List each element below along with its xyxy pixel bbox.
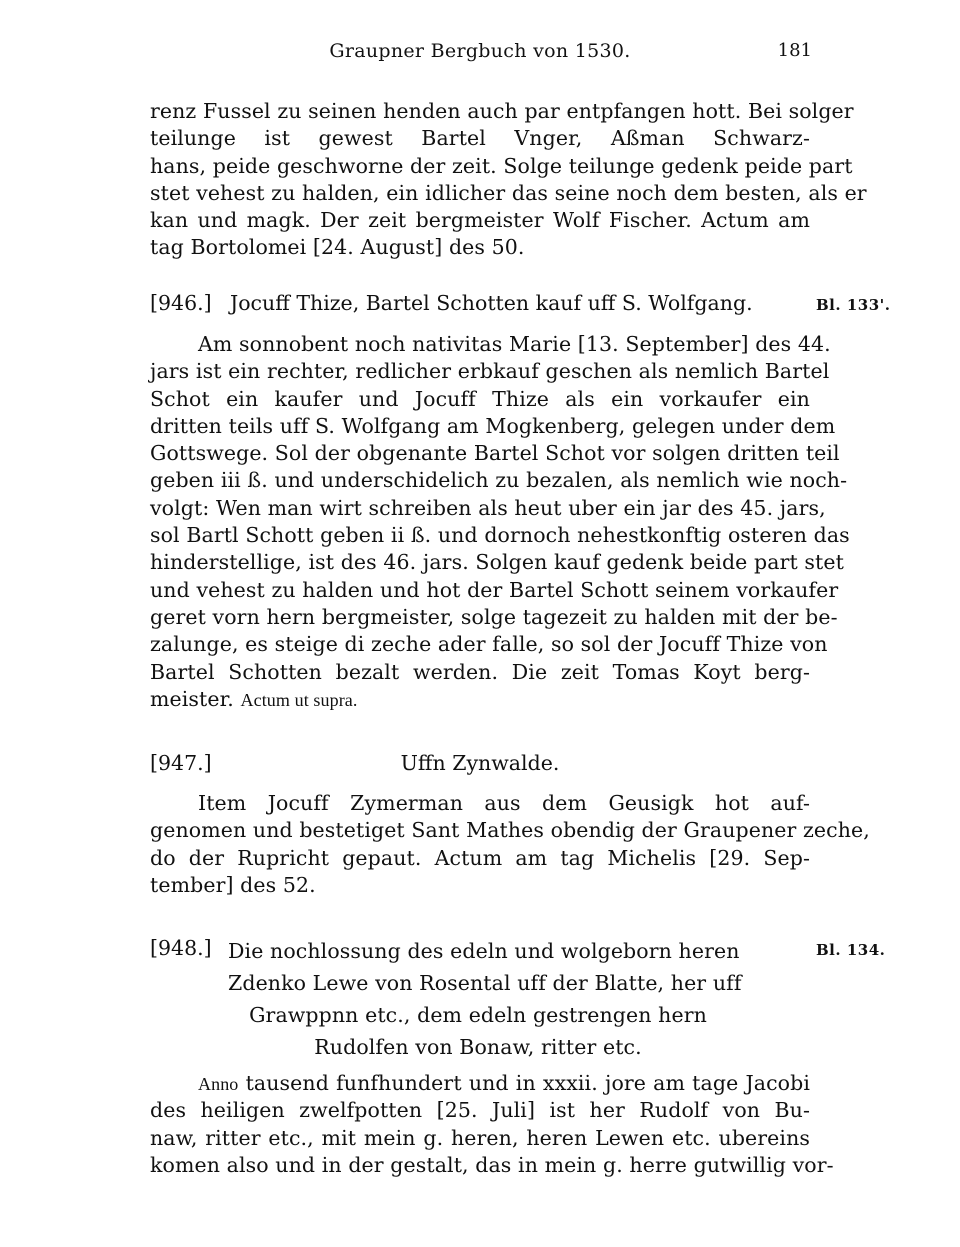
entry-number-946: [946.]: [150, 291, 212, 315]
latin-first-word: Anno: [198, 1074, 239, 1094]
text-line: jars ist ein rechter, redlicher erbkauf geschen als nemlich Bartel: [150, 359, 830, 384]
text-line: do der Rupricht gepaut. Actum am tag Michelis [29. Sep-: [150, 845, 810, 870]
heading-line: Rudolfen von Bonaw, ritter etc.: [314, 1035, 642, 1059]
entry-number-948: [948.]: [150, 936, 212, 960]
entry-heading-946: Jocuff Thize, Bartel Schotten kauf uff S. Wolfgang.: [230, 291, 753, 315]
text-line: und vehest zu halden und hot der Bartel Schott seinem vorkaufer: [150, 577, 839, 602]
heading-line: Die nochlossung des edeln und wolgeborn heren: [228, 939, 740, 963]
text-line: Am sonnobent noch nativitas Marie [13. September] des 44.: [198, 332, 831, 356]
text-line: Schot ein kaufer und Jocuff Thize als ein vorkaufer ein: [150, 386, 810, 411]
text-line: dritten teils uff S. Wolfgang am Mogkenberg, gelegen under dem: [150, 413, 836, 438]
text-line: [150, 686, 810, 713]
text-line: stet vehest zu halden, ein idlicher das seine noch dem besten, als er: [150, 180, 867, 205]
continuation-paragraph: [150, 98, 867, 262]
text-line: volgt: Wen man wirt schreiben als heut uber ein jar des 45. jars,: [150, 495, 826, 520]
text-line: kan und magk. Der zeit bergmeister Wolf Fischer. Actum am: [150, 208, 810, 233]
text-line: tember] des 52.: [150, 872, 316, 897]
text-line: geret vorn hern bergmeister, solge tagezeit zu halden mit der be-: [150, 604, 838, 629]
entry-947-body: [150, 790, 870, 899]
text-line: komen also und in der gestalt, das in mein g. herre gutwillig vor-: [150, 1152, 834, 1177]
text-fragment: meister.: [150, 686, 234, 711]
folio-margin-note: Bl. 134.: [816, 941, 886, 959]
running-title: Graupner Bergbuch von 1530.: [329, 40, 631, 62]
entry-946-body: [150, 331, 850, 713]
entry-number-947: [947.]: [150, 751, 212, 775]
text-line: zalunge, es steige di zeche ader falle, so sol der Jocuff Thize von: [150, 632, 828, 657]
folio-margin-note: Bl. 133'.: [816, 296, 891, 314]
latin-closing: Actum ut supra.: [240, 689, 358, 710]
entry-heading-948: [228, 935, 742, 1063]
heading-line: Grawppnn etc., dem edeln gestrengen hern: [249, 1003, 707, 1027]
text-line: renz Fussel zu seinen henden auch par entpfangen hott. Bei solger: [150, 99, 854, 123]
text-line: Gottswege. Sol der obgenante Bartel Schot vor solgen dritten teil: [150, 441, 840, 466]
entry-heading-947: Uffn Zynwalde.: [400, 751, 560, 775]
page-header: [150, 40, 810, 70]
text-line: [150, 1070, 810, 1097]
text-line: hans, peide geschworne der zeit. Solge teilunge gedenk peide part: [150, 153, 853, 178]
heading-line: Zdenko Lewe von Rosental uff der Blatte, her uff: [228, 971, 742, 995]
text-line: sol Bartl Schott geben ii ß. und dornoch nehestkonftig osteren das: [150, 523, 850, 548]
text-line: teilunge ist gewest Bartel Vnger, Aßman Schwarz-: [150, 126, 810, 151]
text-line: tag Bortolomei [24. August] des 50.: [150, 235, 525, 260]
text-fragment: tausend funfhundert und in xxxii. jore am tage Jacobi: [245, 1071, 810, 1095]
entry-948-body: [150, 1070, 834, 1179]
text-line: genomen und bestetiget Sant Mathes obendig der Graupener zeche,: [150, 818, 870, 843]
page-number: 181: [777, 40, 812, 61]
text-line: naw, ritter etc., mit mein g. heren, heren Lewen etc. ubereins: [150, 1125, 810, 1150]
text-line: Bartel Schotten bezalt werden. Die zeit Tomas Koyt berg-: [150, 659, 810, 684]
text-line: hinderstellige, ist des 46. jars. Solgen kauf gedenk beide part stet: [150, 550, 844, 575]
text-line: des heiligen zwelfpotten [25. Juli] ist her Rudolf von Bu-: [150, 1098, 810, 1123]
text-line: geben iii ß. und underschidelich zu bezalen, als nemlich wie noch-: [150, 468, 848, 493]
text-line: Item Jocuff Zymerman aus dem Geusigk hot auf-: [198, 791, 810, 815]
